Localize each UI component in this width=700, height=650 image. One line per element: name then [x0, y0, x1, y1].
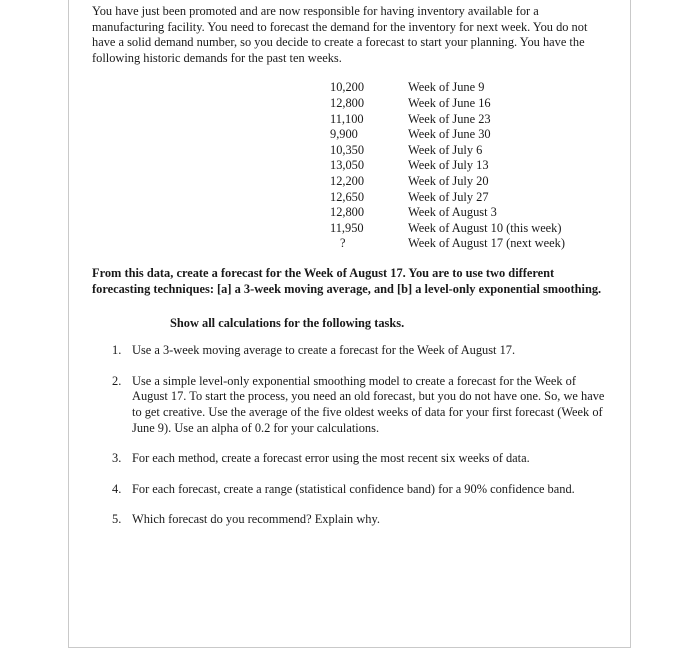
task-item [92, 374, 612, 436]
week-label: Week of June 9 [408, 80, 485, 95]
week-label: Week of August 17 (next week) [408, 236, 565, 251]
demand-value: 12,800 [330, 205, 365, 220]
task-number: 5. [112, 512, 122, 527]
document-content [92, 4, 612, 543]
week-label: Week of July 20 [408, 173, 489, 188]
week-label: Week of June 30 [408, 127, 491, 142]
page-border-right [630, 0, 631, 648]
show-calculations-heading: Show all calculations for the following tasks. [170, 315, 405, 330]
demand-value: 11,950 [330, 220, 364, 235]
demand-value: 11,100 [330, 111, 364, 126]
week-label: Week of June 16 [408, 95, 491, 110]
week-label: Week of August 10 (this week) [408, 220, 562, 235]
intro-paragraph: You have just been promoted and are now responsible for having inventory available for a manufacturing facility. You need to forecast the demand for the inventory for next week. You do not have a solid demand number, so you decide to create a forecast to start your planning. You have the following historic demands for the past ten weeks. [92, 4, 588, 65]
task-text: For each forecast, create a range (statistical confidence band) for a 90% confidence band. [132, 481, 575, 496]
demand-column [330, 80, 390, 252]
task-item [92, 343, 612, 359]
instruction-paragraph: From this data, create a forecast for the Week of August 17. You are to use two different forecasting techniques: [a] a 3-week moving average, and [b] a level-only exponential smoothing. [92, 266, 602, 296]
task-number: 3. [112, 451, 122, 466]
task-text: Use a simple level-only exponential smoothing model to create a forecast for the Week of August 17. To start the process, you need an old forecast, but you do not have one. So, we have to get creative. Use the average of the five oldest weeks of data for your first forecast (Week of June 9). Use an alpha of 0.2 for your calculations. [132, 373, 605, 435]
task-number: 2. [112, 373, 122, 388]
task-list [92, 343, 612, 528]
week-column [408, 80, 608, 252]
demand-table [92, 80, 612, 252]
demand-value: 10,350 [330, 142, 365, 157]
week-label: Week of June 23 [408, 111, 491, 126]
demand-value: 12,800 [330, 95, 365, 110]
week-label: Week of August 3 [408, 205, 497, 220]
demand-value: 9,900 [330, 127, 358, 142]
task-number: 1. [112, 343, 122, 358]
page-border-bottom [68, 647, 631, 648]
demand-value: 10,200 [330, 80, 365, 95]
task-item [92, 512, 612, 528]
page-border-left [68, 0, 69, 648]
task-item [92, 482, 612, 498]
week-label: Week of July 13 [408, 158, 489, 173]
task-number: 4. [112, 481, 122, 496]
demand-value: 13,050 [330, 158, 365, 173]
demand-value-unknown: ? [340, 236, 346, 251]
demand-value: 12,650 [330, 189, 365, 204]
task-text: For each method, create a forecast error using the most recent six weeks of data. [132, 451, 530, 466]
demand-value: 12,200 [330, 173, 365, 188]
task-item [92, 451, 612, 467]
week-label: Week of July 6 [408, 142, 483, 157]
week-label: Week of July 27 [408, 189, 489, 204]
task-text: Use a 3-week moving average to create a forecast for the Week of August 17. [132, 343, 516, 358]
task-text: Which forecast do you recommend? Explain why. [132, 512, 380, 527]
